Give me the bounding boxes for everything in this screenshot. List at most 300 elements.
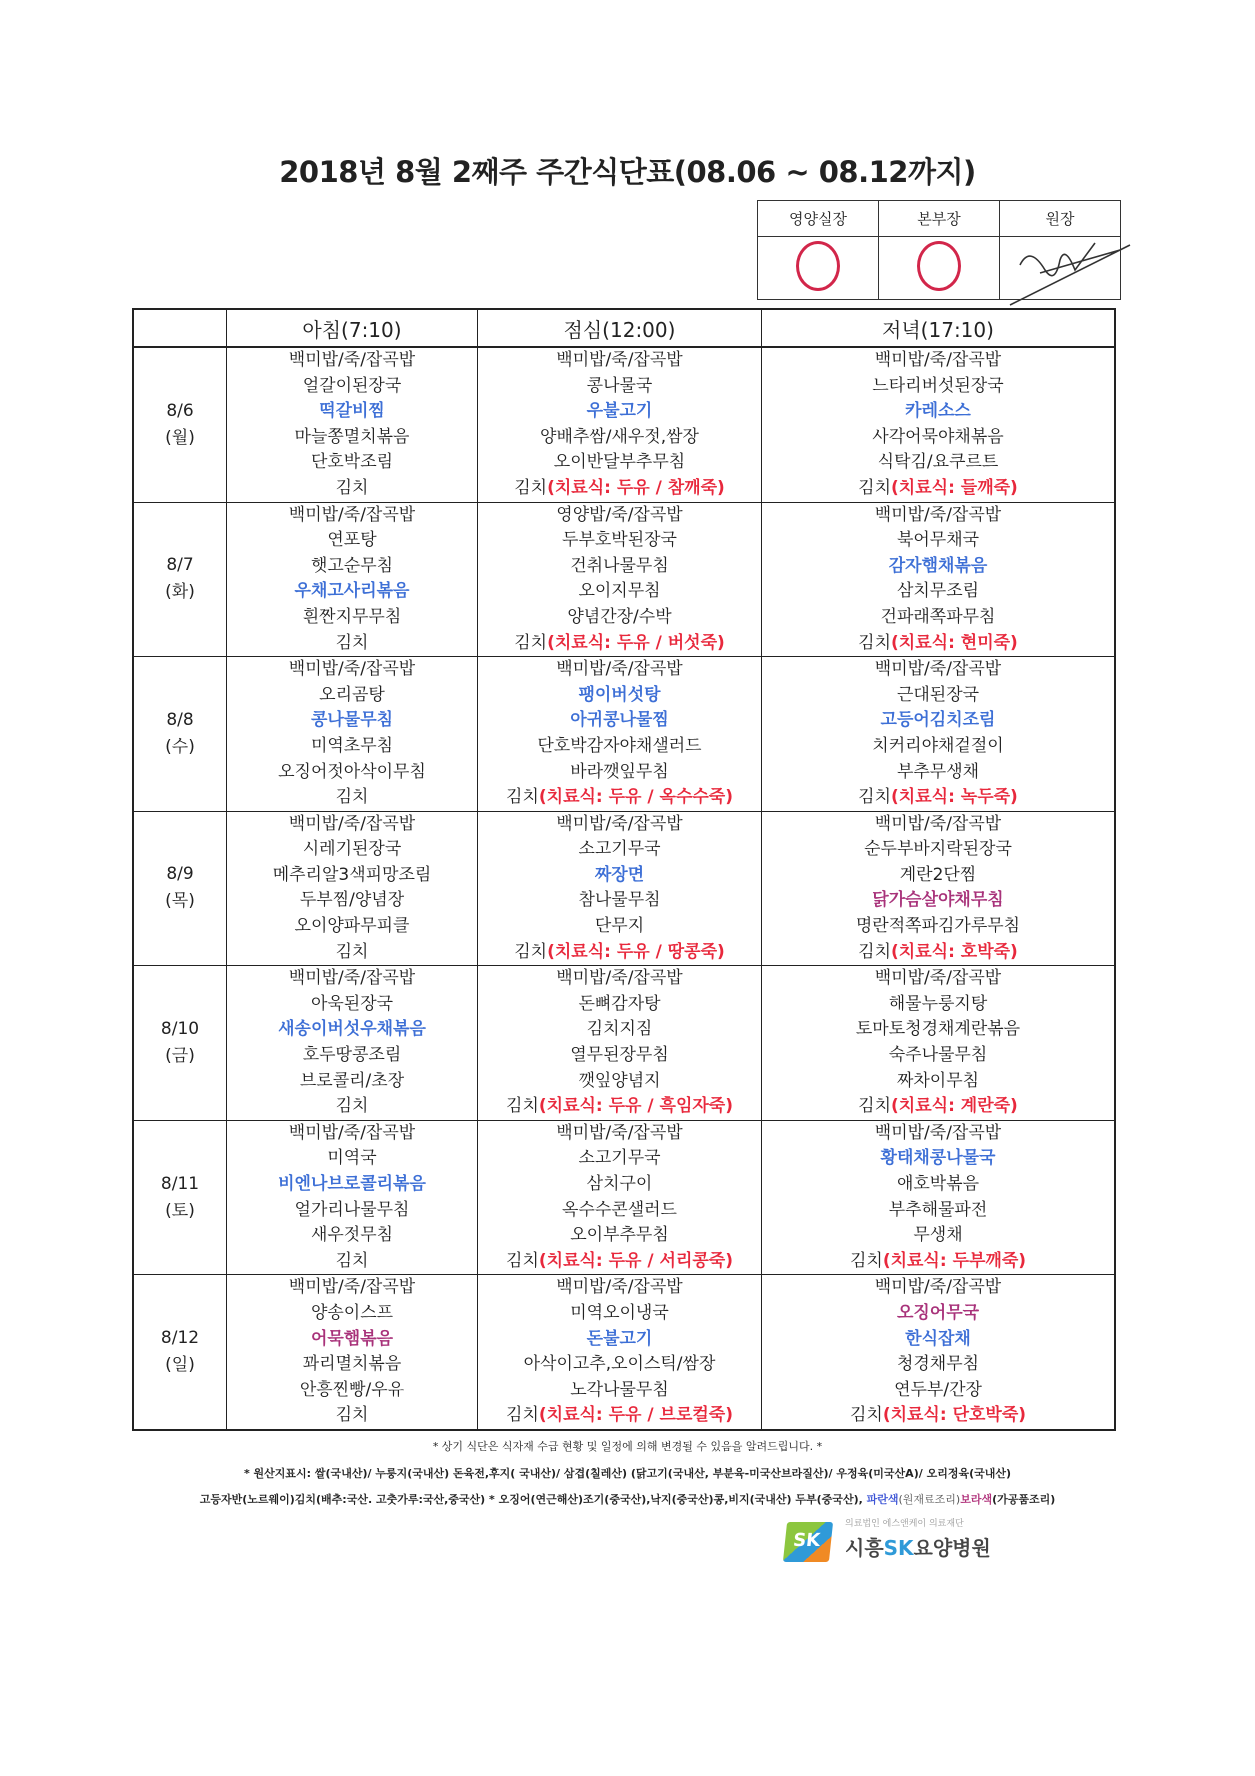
- menu-item-text: 오이부추무침: [570, 1225, 669, 1246]
- day-weekday: (금): [165, 1046, 195, 1067]
- breakfast-cell: [227, 347, 478, 502]
- menu-item-text: 백미밥/죽/잡곡밥: [874, 813, 1002, 834]
- header-dinner: 저녁(17:10): [762, 309, 1116, 347]
- breakfast-cell: [227, 502, 478, 657]
- menu-item: [762, 1403, 1114, 1429]
- menu-item-text: 김치: [335, 787, 369, 808]
- therapy-diet-note: (치료식: 두유 / 흑임자죽): [538, 1096, 733, 1117]
- day-weekday: (일): [165, 1355, 195, 1376]
- dinner-cell: [762, 1275, 1116, 1430]
- menu-item: [762, 450, 1114, 476]
- menu-item: [478, 1146, 761, 1172]
- menu-item-text: 안흥찐빵/우유: [299, 1379, 405, 1400]
- menu-item-text: 김치: [335, 1096, 369, 1117]
- lunch-cell: [478, 1275, 762, 1430]
- menu-item: [478, 374, 761, 400]
- menu-item: [478, 450, 761, 476]
- menu-item-text: 오리곰탕: [319, 684, 385, 705]
- menu-item-text: 양념간장/수박: [567, 606, 672, 627]
- menu-item: [478, 1094, 761, 1120]
- legend-blue: 파란색: [866, 1492, 899, 1506]
- menu-item: [478, 683, 761, 709]
- therapy-diet-note: (치료식: 녹두죽): [891, 787, 1018, 808]
- menu-item: [478, 1352, 761, 1378]
- menu-item-text: 꽈리멸치볶음: [302, 1354, 402, 1375]
- menu-item-text: 소고기무국: [578, 839, 661, 860]
- menu-item: [762, 503, 1114, 529]
- menu-item: [227, 528, 477, 554]
- menu-item: [478, 528, 761, 554]
- menu-item: [762, 785, 1114, 811]
- menu-item: [478, 579, 761, 605]
- menu-item: [762, 1069, 1114, 1095]
- menu-item: [227, 1403, 477, 1429]
- origin-info-2: [40, 1492, 1215, 1508]
- menu-item-text: 돈뼈감자탕: [578, 993, 661, 1014]
- menu-item: [227, 940, 477, 966]
- menu-item: [762, 940, 1114, 966]
- menu-item: [762, 605, 1114, 631]
- menu-item-text: 열무된장무침: [570, 1045, 669, 1066]
- day-weekday: (수): [165, 736, 195, 757]
- day-date: 8/9: [166, 864, 194, 885]
- signature: [1000, 237, 1121, 300]
- menu-item-text: 백미밥/죽/잡곡밥: [874, 968, 1002, 989]
- therapy-diet-note: (치료식: 계란죽): [891, 1096, 1018, 1117]
- menu-item: [227, 1094, 477, 1120]
- menu-item: [478, 1017, 761, 1043]
- menu-item-text: 참나물무침: [578, 890, 661, 911]
- menu-item-text: 삼치무조림: [896, 581, 980, 602]
- menu-item: [478, 966, 761, 992]
- lunch-cell: [478, 347, 762, 502]
- menu-item-text: 백미밥/죽/잡곡밥: [874, 1122, 1002, 1143]
- menu-item: [762, 579, 1114, 605]
- menu-item: [762, 1017, 1114, 1043]
- menu-item-text: 돈불고기: [586, 1328, 653, 1349]
- origin-info-1: * 원산지표시: 쌀(국내산)/ 누룽지(국내산) 돈육전,후지( 국내산)/ 삼겹(칠레산) (닭고기(국내산, 부분육-미국산브라질산)/ 우정육(미국산A)/ 오리정육(국내산): [243, 1466, 1012, 1480]
- menu-item-text: 백미밥/죽/잡곡밥: [288, 504, 416, 525]
- dinner-cell: [762, 657, 1116, 812]
- breakfast-cell: [227, 966, 478, 1121]
- seal-stamp: [796, 241, 840, 291]
- day-date: 8/7: [166, 555, 194, 576]
- menu-item-text: 단무지: [594, 916, 645, 937]
- menu-item-text: 김치: [858, 477, 892, 498]
- menu-item: [762, 1327, 1114, 1353]
- menu-item: [762, 399, 1114, 425]
- logo-subtitle: 의료법인 에스앤케이 의료재단: [845, 1518, 964, 1529]
- lunch-cell: [478, 966, 762, 1121]
- therapy-diet-note: (치료식: 두유 / 땅콩죽): [547, 941, 725, 962]
- menu-item: [478, 605, 761, 631]
- menu-item-text: 김치: [506, 1405, 539, 1426]
- menu-item-text: 연포탕: [327, 530, 377, 551]
- menu-item-text: 단호박감자야채샐러드: [537, 735, 702, 756]
- menu-item-text: 백미밥/죽/잡곡밥: [288, 659, 416, 680]
- menu-item: [478, 1172, 761, 1198]
- menu-item: [227, 657, 477, 683]
- menu-item-text: 계란2단찜: [899, 864, 977, 885]
- menu-item: [762, 1198, 1114, 1224]
- menu-table: [132, 308, 1116, 1431]
- menu-item-text: 삼치구이: [586, 1174, 653, 1194]
- menu-item-text: 비엔나브로콜리볶음: [278, 1174, 426, 1194]
- menu-item: [478, 940, 761, 966]
- menu-item: [478, 348, 761, 374]
- menu-item: [478, 1327, 761, 1353]
- dinner-cell: [762, 966, 1116, 1121]
- menu-item: [762, 708, 1114, 734]
- menu-item-text: 치커리야채겉절이: [872, 735, 1004, 756]
- menu-item: [227, 631, 477, 657]
- menu-item: [227, 503, 477, 529]
- menu-item-text: 식탁김/요쿠르트: [877, 452, 999, 473]
- menu-item: [762, 1275, 1114, 1301]
- breakfast-cell: [227, 1120, 478, 1275]
- menu-item-text: 감자햄채볶음: [888, 555, 988, 576]
- menu-item-text: 팽이버섯탕: [578, 684, 661, 705]
- day-row: [133, 966, 1115, 1121]
- menu-item-text: 백미밥/죽/잡곡밥: [556, 813, 683, 834]
- menu-item-text: 백미밥/죽/잡곡밥: [556, 350, 683, 370]
- menu-item: [762, 1223, 1114, 1249]
- day-row: [133, 1120, 1115, 1275]
- menu-item-text: 옥수수콘샐러드: [562, 1199, 677, 1220]
- menu-item: [478, 785, 761, 811]
- menu-item-text: 백미밥/죽/잡곡밥: [556, 968, 683, 989]
- origin-info-2-text: 고등자반(노르웨이)김치(배추:국산. 고춧가루:국산,중국산) * 오징어(연근해산)조기(중국산),낙지(중국산)콩,비지(국내산) 두부(중국산),: [199, 1492, 867, 1506]
- menu-item: [227, 760, 477, 786]
- day-date: 8/10: [160, 1019, 200, 1040]
- menu-item: [478, 1301, 761, 1327]
- menu-item: [478, 888, 761, 914]
- menu-item: [762, 812, 1114, 838]
- dinner-cell: [762, 502, 1116, 657]
- menu-item-text: 백미밥/죽/잡곡밥: [556, 1122, 683, 1143]
- menu-item: [478, 914, 761, 940]
- logo-mark-icon: SK: [783, 1522, 833, 1562]
- menu-item: [227, 1043, 477, 1069]
- approval-header: 영양실장: [758, 201, 879, 237]
- day-date: 8/12: [160, 1328, 200, 1349]
- menu-item-text: 김치: [858, 1096, 892, 1117]
- menu-item-text: 오이반달부추무침: [553, 452, 686, 473]
- therapy-diet-note: (치료식: 들깨죽): [891, 477, 1018, 498]
- menu-item: [762, 554, 1114, 580]
- menu-item: [478, 708, 761, 734]
- menu-item-text: 새송이버섯우채볶음: [278, 1019, 426, 1040]
- menu-item-text: 김치: [514, 632, 548, 653]
- menu-item: [762, 425, 1114, 451]
- menu-item: [762, 657, 1114, 683]
- menu-item-text: 카레소스: [905, 401, 971, 422]
- menu-item-text: 백미밥/죽/잡곡밥: [874, 1277, 1002, 1298]
- menu-item-text: 백미밥/죽/잡곡밥: [556, 659, 683, 680]
- menu-item-text: 김치: [335, 1250, 369, 1271]
- menu-item: [762, 837, 1114, 863]
- menu-item: [478, 812, 761, 838]
- menu-item: [762, 528, 1114, 554]
- approval-header: 원장: [1000, 201, 1121, 237]
- breakfast-cell: [227, 1275, 478, 1430]
- menu-item-text: 백미밥/죽/잡곡밥: [874, 504, 1002, 525]
- menu-item-text: 바라깻잎무침: [570, 761, 669, 782]
- menu-item: [478, 760, 761, 786]
- menu-item: [762, 683, 1114, 709]
- menu-item-text: 백미밥/죽/잡곡밥: [288, 968, 416, 989]
- header-day: [133, 309, 227, 347]
- menu-item: [478, 657, 761, 683]
- menu-item-text: 부추무생채: [896, 761, 980, 782]
- menu-item-text: 짜차이무침: [896, 1070, 980, 1091]
- menu-item-text: 노각나물무침: [570, 1379, 669, 1400]
- menu-item-text: 백미밥/죽/잡곡밥: [874, 350, 1002, 370]
- menu-item: [227, 476, 477, 502]
- menu-item: [227, 425, 477, 451]
- menu-item: [227, 1069, 477, 1095]
- menu-item: [227, 1301, 477, 1327]
- menu-item-text: 근대된장국: [896, 684, 980, 705]
- menu-item-text: 두부호박된장국: [562, 530, 677, 551]
- menu-item: [762, 966, 1114, 992]
- menu-item: [478, 425, 761, 451]
- logo-name: 시흥SK요양병원: [845, 1535, 991, 1560]
- menu-item-text: 김치: [858, 632, 892, 653]
- day-cell: [133, 657, 227, 812]
- menu-item: [762, 1121, 1114, 1147]
- day-weekday: (화): [165, 582, 195, 603]
- day-weekday: (목): [165, 891, 195, 912]
- menu-item-text: 무생채: [913, 1225, 963, 1246]
- menu-item: [762, 1043, 1114, 1069]
- menu-item: [762, 1301, 1114, 1327]
- menu-item-text: 새우젓무침: [310, 1225, 394, 1246]
- menu-item: [227, 399, 477, 425]
- menu-item: [227, 914, 477, 940]
- menu-item: [762, 1094, 1114, 1120]
- menu-item-text: 황태채콩나물국: [880, 1148, 996, 1169]
- menu-item-text: 김치: [858, 941, 892, 962]
- menu-item: [762, 914, 1114, 940]
- menu-item-text: 우불고기: [586, 401, 653, 422]
- menu-item-text: 김치: [335, 632, 369, 653]
- lunch-cell: [478, 657, 762, 812]
- menu-item: [762, 734, 1114, 760]
- menu-item: [227, 605, 477, 631]
- menu-item-text: 떡갈비찜: [319, 401, 385, 422]
- change-notice: * 상기 식단은 식자재 수급 현황 및 일정에 의해 변경될 수 있음을 알려드립니다. *: [432, 1439, 823, 1453]
- menu-item: [227, 837, 477, 863]
- menu-item-text: 한식잡채: [905, 1328, 971, 1349]
- menu-item: [762, 1352, 1114, 1378]
- day-row: [133, 811, 1115, 966]
- menu-item-text: 백미밥/죽/잡곡밥: [556, 1277, 683, 1298]
- menu-item-text: 김치: [849, 1250, 883, 1271]
- therapy-diet-note: (치료식: 두유 / 옥수수죽): [538, 787, 733, 808]
- menu-item-text: 아삭이고추,오이스틱/쌈장: [523, 1354, 716, 1375]
- menu-item: [762, 1378, 1114, 1404]
- lunch-cell: [478, 502, 762, 657]
- menu-item: [762, 476, 1114, 502]
- menu-item-text: 김치: [335, 477, 369, 498]
- therapy-diet-note: (치료식: 두유 / 버섯죽): [547, 632, 725, 653]
- therapy-diet-note: (치료식: 두부깨죽): [882, 1250, 1027, 1271]
- menu-item-text: 어묵햄볶음: [310, 1328, 394, 1349]
- therapy-diet-note: (치료식: 두유 / 참깨죽): [547, 477, 725, 498]
- menu-item-text: 김치: [514, 477, 548, 498]
- menu-item-text: 양배추쌈/새우젓,쌈장: [540, 426, 699, 447]
- menu-item: [478, 1378, 761, 1404]
- day-cell: [133, 811, 227, 966]
- menu-item-text: 우채고사리볶음: [294, 581, 410, 602]
- menu-item-text: 메추리알3색피망조림: [272, 864, 432, 885]
- menu-item-text: 건취나물무침: [570, 555, 669, 576]
- menu-item-text: 고등어김치조림: [880, 710, 996, 731]
- menu-item-text: 단호박조림: [310, 452, 394, 473]
- menu-item: [478, 1223, 761, 1249]
- menu-item-text: 짜장면: [594, 864, 645, 885]
- menu-item-text: 김치: [506, 1096, 539, 1117]
- menu-item: [227, 888, 477, 914]
- menu-item: [762, 374, 1114, 400]
- menu-item: [227, 1121, 477, 1147]
- menu-item-text: 김치지짐: [586, 1019, 653, 1040]
- menu-item: [478, 1275, 761, 1301]
- menu-item-text: 호두땅콩조림: [302, 1045, 402, 1066]
- menu-item: [478, 1121, 761, 1147]
- menu-item-text: 깻잎양념지: [578, 1070, 661, 1091]
- menu-item: [227, 812, 477, 838]
- menu-item-text: 백미밥/죽/잡곡밥: [288, 813, 416, 834]
- menu-item-text: 김치: [506, 1250, 539, 1271]
- menu-item: [227, 1146, 477, 1172]
- lunch-cell: [478, 811, 762, 966]
- menu-item-text: 마늘쫑멸치볶음: [294, 426, 410, 447]
- dinner-cell: [762, 811, 1116, 966]
- menu-item: [227, 992, 477, 1018]
- legend-purple: 보라색: [960, 1492, 993, 1506]
- dinner-cell: [762, 1120, 1116, 1275]
- menu-item-text: 해물누룽지탕: [888, 993, 988, 1014]
- menu-item-text: 북어무채국: [896, 530, 980, 551]
- menu-item-text: 얼가리나물무침: [294, 1199, 410, 1220]
- approval-box: [757, 200, 1121, 300]
- content-flow: [0, 308, 1255, 1568]
- menu-item-text: 김치: [849, 1405, 883, 1426]
- header-breakfast: 아침(7:10): [227, 309, 478, 347]
- day-cell: [133, 966, 227, 1121]
- menu-item-text: 김치: [335, 1405, 369, 1426]
- menu-item: [227, 785, 477, 811]
- breakfast-cell: [227, 811, 478, 966]
- menu-item: [227, 1352, 477, 1378]
- menu-item-text: 토마토청경채계란볶음: [855, 1019, 1021, 1040]
- page-title: 2018년 8월 2째주 주간식단표(08.06 ~ 08.12까지): [279, 155, 976, 189]
- menu-item: [478, 863, 761, 889]
- day-weekday: (월): [165, 427, 195, 448]
- menu-item-text: 영양밥/죽/잡곡밥: [556, 504, 683, 525]
- menu-item-text: 미역초무침: [310, 735, 394, 756]
- hospital-logo: [785, 1518, 1045, 1568]
- legend-purple-desc: (가공품조리): [992, 1492, 1056, 1506]
- menu-item-text: 두부찜/양념장: [299, 890, 405, 911]
- menu-item-text: 숙주나물무침: [888, 1045, 988, 1066]
- menu-item-text: 햇고순무침: [310, 555, 394, 576]
- menu-item: [762, 631, 1114, 657]
- menu-item-text: 양송이스프: [310, 1302, 394, 1323]
- menu-item-text: 부추해물파전: [888, 1199, 988, 1220]
- menu-item: [227, 1198, 477, 1224]
- menu-item: [478, 503, 761, 529]
- day-row: [133, 347, 1115, 502]
- menu-item: [762, 348, 1114, 374]
- therapy-diet-note: (치료식: 두유 / 브로컬죽): [538, 1405, 733, 1426]
- menu-item: [227, 374, 477, 400]
- menu-item: [762, 888, 1114, 914]
- breakfast-cell: [227, 657, 478, 812]
- menu-item: [227, 1223, 477, 1249]
- menu-item: [478, 1069, 761, 1095]
- menu-item: [478, 992, 761, 1018]
- menu-item-text: 시레기된장국: [302, 839, 402, 860]
- menu-item-text: 명란적쪽파김가루무침: [855, 916, 1021, 937]
- menu-item-text: 백미밥/죽/잡곡밥: [288, 1122, 416, 1143]
- menu-item-text: 미역오이냉국: [570, 1302, 669, 1323]
- menu-item-text: 김치: [514, 941, 548, 962]
- day-date: 8/6: [166, 400, 194, 421]
- menu-item: [227, 683, 477, 709]
- menu-item-text: 흰짠지무무침: [302, 606, 402, 627]
- day-cell: [133, 1275, 227, 1430]
- menu-item-text: 브로콜리/초장: [299, 1070, 405, 1091]
- menu-item-text: 닭가슴살야채무침: [872, 890, 1004, 911]
- menu-item: [227, 579, 477, 605]
- menu-item: [227, 1275, 477, 1301]
- day-date: 8/8: [166, 709, 194, 730]
- day-cell: [133, 347, 227, 502]
- menu-item: [762, 992, 1114, 1018]
- menu-item-text: 순두부바지락된장국: [864, 839, 1012, 860]
- header-lunch: 점심(12:00): [478, 309, 762, 347]
- menu-item: [227, 1378, 477, 1404]
- menu-item: [227, 554, 477, 580]
- therapy-diet-note: (치료식: 현미죽): [891, 632, 1018, 653]
- menu-item-text: 김치: [335, 941, 369, 962]
- menu-item-text: 백미밥/죽/잡곡밥: [874, 659, 1002, 680]
- menu-item-text: 미역국: [327, 1148, 377, 1169]
- menu-item: [478, 1198, 761, 1224]
- menu-item-text: 얼갈이된장국: [302, 375, 402, 396]
- menu-item: [478, 631, 761, 657]
- menu-item-text: 오징어무국: [896, 1302, 980, 1323]
- seal-stamp: [917, 241, 961, 291]
- menu-item: [227, 1327, 477, 1353]
- therapy-diet-note: (치료식: 호박죽): [891, 941, 1018, 962]
- menu-item-text: 아욱된장국: [310, 993, 394, 1014]
- day-row: [133, 502, 1115, 657]
- menu-item-text: 소고기무국: [578, 1148, 661, 1169]
- menu-item: [762, 760, 1114, 786]
- lunch-cell: [478, 1120, 762, 1275]
- day-cell: [133, 1120, 227, 1275]
- approval-header: 본부장: [879, 201, 1000, 237]
- menu-item-text: 청경채무침: [896, 1354, 980, 1375]
- menu-item: [478, 837, 761, 863]
- day-row: [133, 1275, 1115, 1430]
- menu-item-text: 김치: [506, 787, 539, 808]
- menu-item: [227, 450, 477, 476]
